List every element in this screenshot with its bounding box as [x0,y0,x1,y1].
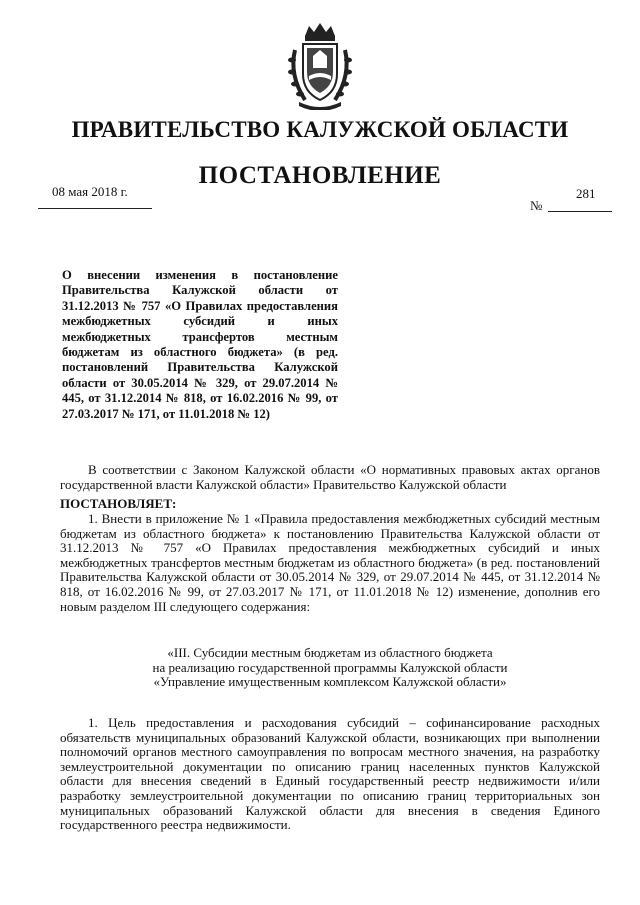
coat-of-arms-emblem [283,20,357,110]
purpose-paragraph: 1. Цель предоставления и расходования субсидий – софинансирование расходных обязательств муниципальных образований Калужской области, возникающих при выполнении полномочий органов местного самоуправления по вопросам местного значения, на разработку землеустроительной документации по описанию границ населенных пунктов Калужской области для внесения сведений в Единый государственный реестр недвижимости и/или разработку землеустроительной документации по описанию границ территориальных зон муниципальных образований Калужской области для внесения в сведения Единого государственного реестра недвижимости. [60,715,600,833]
section-heading [60,646,600,690]
section-heading-line: «III. Субсидии местным бюджетам из областного бюджета [167,645,493,660]
date-underline [38,208,152,209]
resolves-heading: ПОСТАНОВЛЯЕТ: [60,496,177,511]
document-type-title: ПОСТАНОВЛЕНИЕ [198,162,442,189]
number-underline [548,211,612,212]
preamble-paragraph: В соответствии с Законом Калужской области «О нормативных правовых актах органов государственной власти Калужской области» Правительство Калужской области [60,462,600,492]
document-subject: О внесении изменения в постановление Правительства Калужской области от 31.12.2013 № 757 «О Правилах предоставления межбюджетных субсидий и иных межбюджетных трансфертов местным бюджетам из областного бюджета» (в ред. постановлений Правительства Калужской области от 30.05.2014 № 329, от 29.07.2014 № 445, от 31.12.2014 № 818, от 16.02.2016 № 99, от 27.03.2017 № 171, от 11.01.2018 № 12) [62,268,338,421]
amendment-paragraph: 1. Внести в приложение № 1 «Правила предоставления межбюджетных субсидий местным бюджетам из областного бюджета» к постановлению Правительства Калужской области от 31.12.2013 № 757 «О Правилах предоставления межбюджетных субсидий и иных межбюджетных трансфертов местным бюджетам из областного бюджета» (в ред. постановлений Правительства Калужской области от 30.05.2014 № 329, от 29.07.2014 № 445, от 31.12.2014 № 818, от 16.02.2016 № 99, от 27.03.2017 № 171, от 11.01.2018 № 12) изменение, дополнив его новым разделом III следующего содержания: [60,511,600,614]
number-sign: № [530,198,543,213]
section-heading-line: «Управление имущественным комплексом Калужской области» [153,674,507,690]
government-title: ПРАВИТЕЛЬСТВО КАЛУЖСКОЙ ОБЛАСТИ [71,117,569,142]
document-date: 08 мая 2018 г. [52,184,128,199]
document-number: 281 [576,186,596,201]
section-heading-line: на реализацию государственной программы Калужской области [152,659,508,675]
